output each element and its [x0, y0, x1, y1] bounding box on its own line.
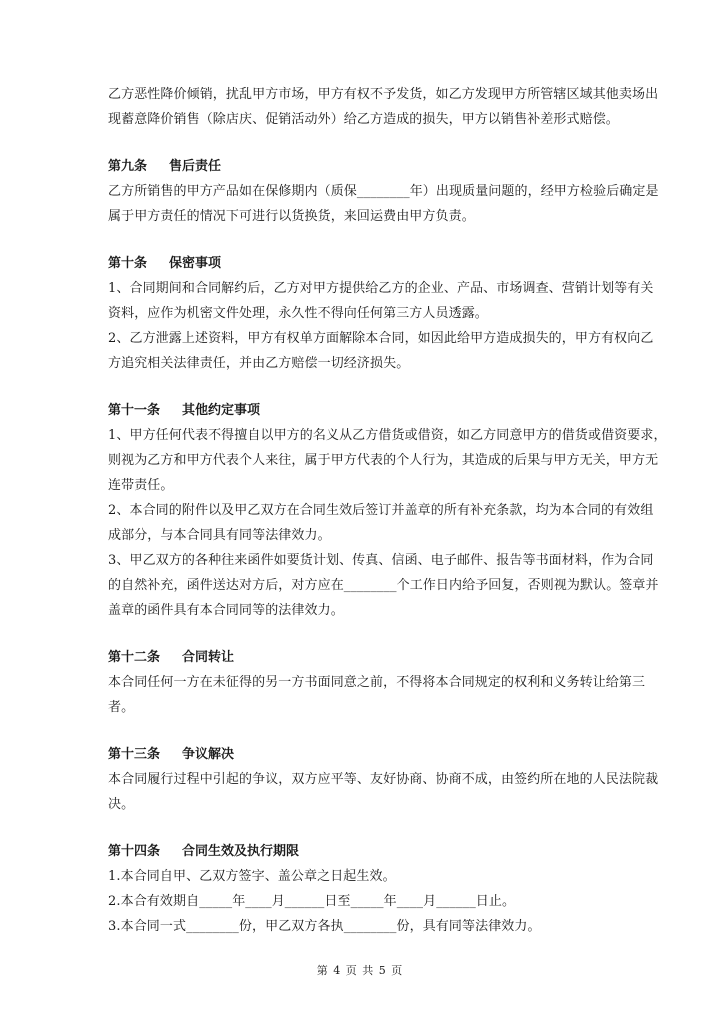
section-11	[108, 398, 667, 623]
section-title: 售后责任	[169, 159, 222, 174]
section-heading	[108, 742, 626, 767]
section-title: 合同转让	[182, 650, 235, 665]
paragraph-line: 3.本合同一式________份，甲乙双方各执________份，具有同等法律效力。	[108, 919, 541, 934]
paragraph-line: 现蓄意降价销售（除店庆、促销活动外）给乙方造成的损失，甲方以销售补差形式赔偿。	[108, 112, 619, 127]
section-9	[108, 154, 659, 229]
section-number: 第九条	[108, 159, 148, 174]
paragraph-line: 乙方所销售的甲方产品如在保修期内（质保________年）出现质量问题的，经甲方检验后确定是	[108, 184, 659, 199]
paragraph-line: 方追究相关法律责任，并由乙方赔偿一切经济损失。	[108, 356, 410, 371]
section-number: 第十条	[108, 256, 148, 271]
paragraph-line: 资料，应作为机密文件处理，永久性不得向任何第三方人员透露。	[108, 306, 488, 321]
document-page	[108, 82, 667, 939]
paragraph-line: 决。	[108, 797, 135, 812]
section-number: 第十二条	[108, 650, 161, 665]
page-number-footer: 第 4 页 共 5 页	[316, 964, 404, 977]
section-14	[108, 839, 626, 939]
paragraph-line: 本合同任何一方在未征得的另一方书面同意之前，不得将本合同规定的权利和义务转让给第三	[108, 675, 646, 690]
intro-paragraph	[108, 82, 659, 132]
paragraph-line: 成部分，与本合同具有同等法律效力。	[108, 528, 331, 543]
section-heading	[108, 154, 626, 179]
paragraph-line: 者。	[108, 700, 135, 715]
paragraph-line: 2.本合有效期自_____年____月______日至_____年____月______日止。	[108, 894, 516, 909]
section-number: 第十三条	[108, 747, 161, 762]
section-title: 其他约定事项	[182, 403, 261, 418]
section-number: 第十一条	[108, 403, 161, 418]
paragraph-line: 乙方恶性降价倾销，扰乱甲方市场，甲方有权不予发货，如乙方发现甲方所管辖区域其他卖场出	[108, 87, 659, 102]
section-title: 合同生效及执行期限	[182, 844, 300, 859]
section-title: 保密事项	[169, 256, 222, 271]
section-heading	[108, 839, 626, 864]
paragraph-line: 1、甲方任何代表不得擅自以甲方的名义从乙方借货或借资，如乙方同意甲方的借货或借资要求，	[108, 428, 667, 443]
paragraph-line: 属于甲方责任的情况下可进行以货换货，来回运费由甲方负责。	[108, 209, 475, 224]
paragraph-line: 则视为乙方和甲方代表个人来往，属于甲方代表的个人行为，其造成的后果与甲方无关，甲方无	[108, 453, 659, 468]
paragraph-line: 连带责任。	[108, 478, 174, 493]
paragraph-line: 盖章的函件具有本合同同等的法律效力。	[108, 603, 344, 618]
section-title: 争议解决	[182, 747, 235, 762]
paragraph-line: 2、乙方泄露上述资料，甲方有权单方面解除本合同，如因此给甲方造成损失的，甲方有权向乙	[108, 331, 654, 346]
paragraph-line: 1、合同期间和合同解约后，乙方对甲方提供给乙方的企业、产品、市场调查、营销计划等有关	[108, 281, 654, 296]
section-heading	[108, 398, 626, 423]
paragraph-line: 的自然补充，函件送达对方后，对方应在________个工作日内给予回复，否则视为默认。签章并	[108, 578, 659, 593]
paragraph-line: 1.本合同自甲、乙双方签字、盖公章之日起生效。	[108, 869, 396, 884]
paragraph-line: 2、本合同的附件以及甲乙双方在合同生效后签订并盖章的所有补充条款，均为本合同的有效组	[108, 503, 654, 518]
paragraph-line: 本合同履行过程中引起的争议，双方应平等、友好协商、协商不成，由签约所在地的人民法院裁	[108, 772, 659, 787]
section-12	[108, 645, 646, 720]
section-heading	[108, 645, 626, 670]
section-number: 第十四条	[108, 844, 161, 859]
section-13	[108, 742, 659, 817]
paragraph-line: 3、甲乙双方的各种往来函件如要货计划、传真、信函、电子邮件、报告等书面材料，作为合同	[108, 553, 654, 568]
section-heading	[108, 251, 626, 276]
section-10	[108, 251, 654, 376]
